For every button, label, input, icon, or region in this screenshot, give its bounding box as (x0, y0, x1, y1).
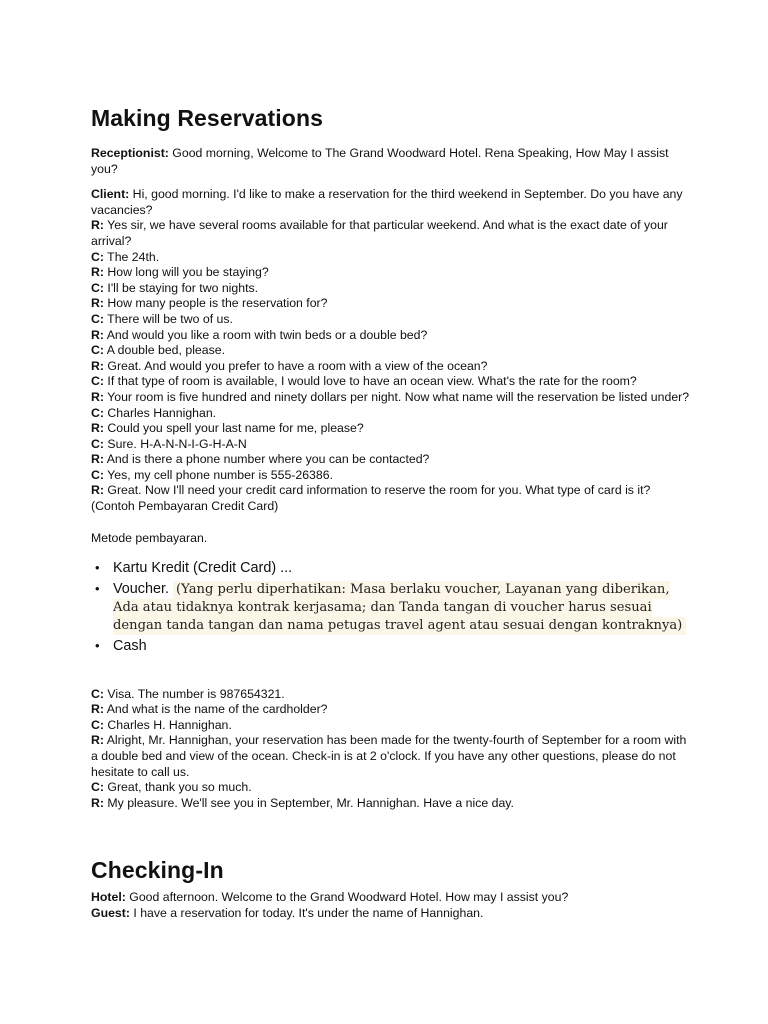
dialogue-line (91, 374, 691, 390)
dialogue-line (91, 296, 691, 312)
dialogue-line (91, 733, 691, 780)
line-text: There will be two of us. (103, 311, 233, 326)
dialogue-line (91, 452, 691, 468)
heading-checking-in: Checking-In (91, 857, 224, 884)
line-text: Charles Hannighan. (103, 405, 217, 420)
line-text: Great. Now I'll need your credit card information to reserve the room for you. What type of card is it? (Contoh Pembayaran Credit Card) (91, 483, 651, 514)
speaker-label: C: (91, 311, 104, 326)
dialogue-line (91, 890, 691, 906)
dialogue-line (91, 343, 691, 359)
dialogue-line (91, 146, 691, 177)
dialogue-line (91, 421, 691, 437)
speaker-label: R: (91, 452, 104, 467)
dialogue-line (91, 187, 691, 218)
speaker-label: R: (91, 265, 104, 280)
dialogue-line (91, 390, 691, 406)
line-text: Good afternoon. Welcome to the Grand Woodward Hotel. How may I assist you? (125, 890, 569, 905)
speaker-label: Hotel: (91, 890, 126, 905)
line-text: And is there a phone number where you can be contacted? (103, 452, 430, 467)
dialogue-line (91, 718, 691, 734)
document-content (91, 105, 691, 921)
speaker-label: C: (91, 405, 104, 420)
dialogue-line (91, 906, 691, 922)
speaker-label: R: (91, 483, 104, 498)
payment-cash-text: Cash (113, 637, 147, 654)
dialogue-line (91, 483, 691, 514)
line-text: And what is the name of the cardholder? (103, 702, 328, 717)
line-text: If that type of room is available, I would love to have an ocean view. What's the rate for the room? (103, 374, 637, 389)
line-text: And would you like a room with twin beds or a double bed? (103, 327, 428, 342)
line-text: Alright, Mr. Hannighan, your reservation has been made for the twenty-fourth of September for a room with a double bed and view of the ocean. Check-in is at 2 o'clock. If you have any other questions, please do not hesitate to call us. (91, 733, 687, 779)
line-text: Good morning, Welcome to The Grand Woodward Hotel. Rena Speaking, How May I assist you? (91, 146, 669, 176)
line-text: Your room is five hundred and ninety dollars per night. Now what name will the reservation be listed under? (103, 389, 690, 404)
dialogue-line (91, 312, 691, 328)
line-text: My pleasure. We'll see you in September, Mr. Hannighan. Have a nice day. (103, 795, 514, 810)
reservation-dialogue (91, 187, 691, 514)
speaker-label: R: (91, 733, 104, 748)
payment-voucher (113, 580, 691, 634)
dialogue-line (91, 437, 691, 453)
speaker-label: C: (91, 249, 104, 264)
dialogue-line (91, 687, 691, 703)
line-text: Sure. H-A-N-N-I-G-H-A-N (103, 436, 247, 451)
line-text: How many people is the reservation for? (103, 296, 328, 311)
speaker-label: C: (91, 780, 104, 795)
speaker-label: C: (91, 717, 104, 732)
payment-method-heading: Metode pembayaran. (91, 530, 208, 545)
dialogue-line (91, 406, 691, 422)
payment-cash (113, 637, 691, 655)
speaker-label: C: (91, 436, 104, 451)
line-text: Yes, my cell phone number is 555-26386. (103, 467, 333, 482)
reservation-intro (91, 146, 691, 177)
dialogue-line (91, 780, 691, 796)
speaker-label: C: (91, 686, 104, 701)
line-text: A double bed, please. (103, 343, 226, 358)
dialogue-line (91, 265, 691, 281)
dialogue-line (91, 796, 691, 812)
speaker-label: R: (91, 795, 104, 810)
speaker-label: R: (91, 218, 104, 233)
speaker-label: R: (91, 358, 104, 373)
dialogue-line (91, 328, 691, 344)
line-text: How long will you be staying? (103, 265, 269, 280)
heading-making-reservations: Making Reservations (91, 105, 323, 131)
payment-credit-card-text: Kartu Kredit (Credit Card) ... (113, 559, 293, 576)
speaker-label: R: (91, 421, 104, 436)
dialogue-line (91, 468, 691, 484)
line-text: I have a reservation for today. It's under the name of Hannighan. (129, 905, 484, 920)
dialogue-line (91, 250, 691, 266)
speaker-label: C: (91, 280, 104, 295)
dialogue-line (91, 359, 691, 375)
reservation-dialogue-continued (91, 687, 691, 812)
speaker-label: Client: (91, 187, 130, 202)
line-text: Great. And would you prefer to have a room with a view of the ocean? (103, 358, 488, 373)
speaker-label: C: (91, 467, 104, 482)
line-text: Yes sir, we have several rooms available for that particular weekend. And what is the exact date of your arrival? (91, 218, 668, 248)
line-text: I'll be staying for two nights. (103, 280, 259, 295)
payment-credit-card (113, 559, 691, 577)
line-text: Charles H. Hannighan. (103, 717, 232, 732)
checkin-dialogue (91, 890, 691, 921)
speaker-label: Receptionist: (91, 146, 169, 160)
speaker-label: R: (91, 702, 104, 717)
payment-voucher-label: Voucher. (113, 580, 170, 597)
dialogue-line (91, 218, 691, 249)
line-text: Could you spell your last name for me, please? (103, 421, 364, 436)
speaker-label: C: (91, 374, 104, 389)
dialogue-line (91, 702, 691, 718)
speaker-label: Guest: (91, 905, 130, 920)
line-text: Great, thank you so much. (103, 780, 252, 795)
speaker-label: C: (91, 343, 104, 358)
speaker-label: R: (91, 296, 104, 311)
payment-method-list (91, 559, 691, 655)
voucher-note: (Yang perlu diperhatikan: Masa berlaku voucher, Layanan yang diberikan, Ada atau tidaknya kontrak kerjasama; dan Tanda tangan di voucher harus sesuai dengan tanda tangan dan nama petugas travel agent atau sesuai dengan kontraknya) (113, 581, 686, 635)
line-text: Hi, good morning. I'd like to make a reservation for the third weekend in September. Do you have any vacancies? (91, 187, 683, 217)
dialogue-line (91, 281, 691, 297)
speaker-label: R: (91, 389, 104, 404)
speaker-label: R: (91, 327, 104, 342)
line-text: The 24th. (103, 249, 160, 264)
line-text: Visa. The number is 987654321. (103, 686, 285, 701)
